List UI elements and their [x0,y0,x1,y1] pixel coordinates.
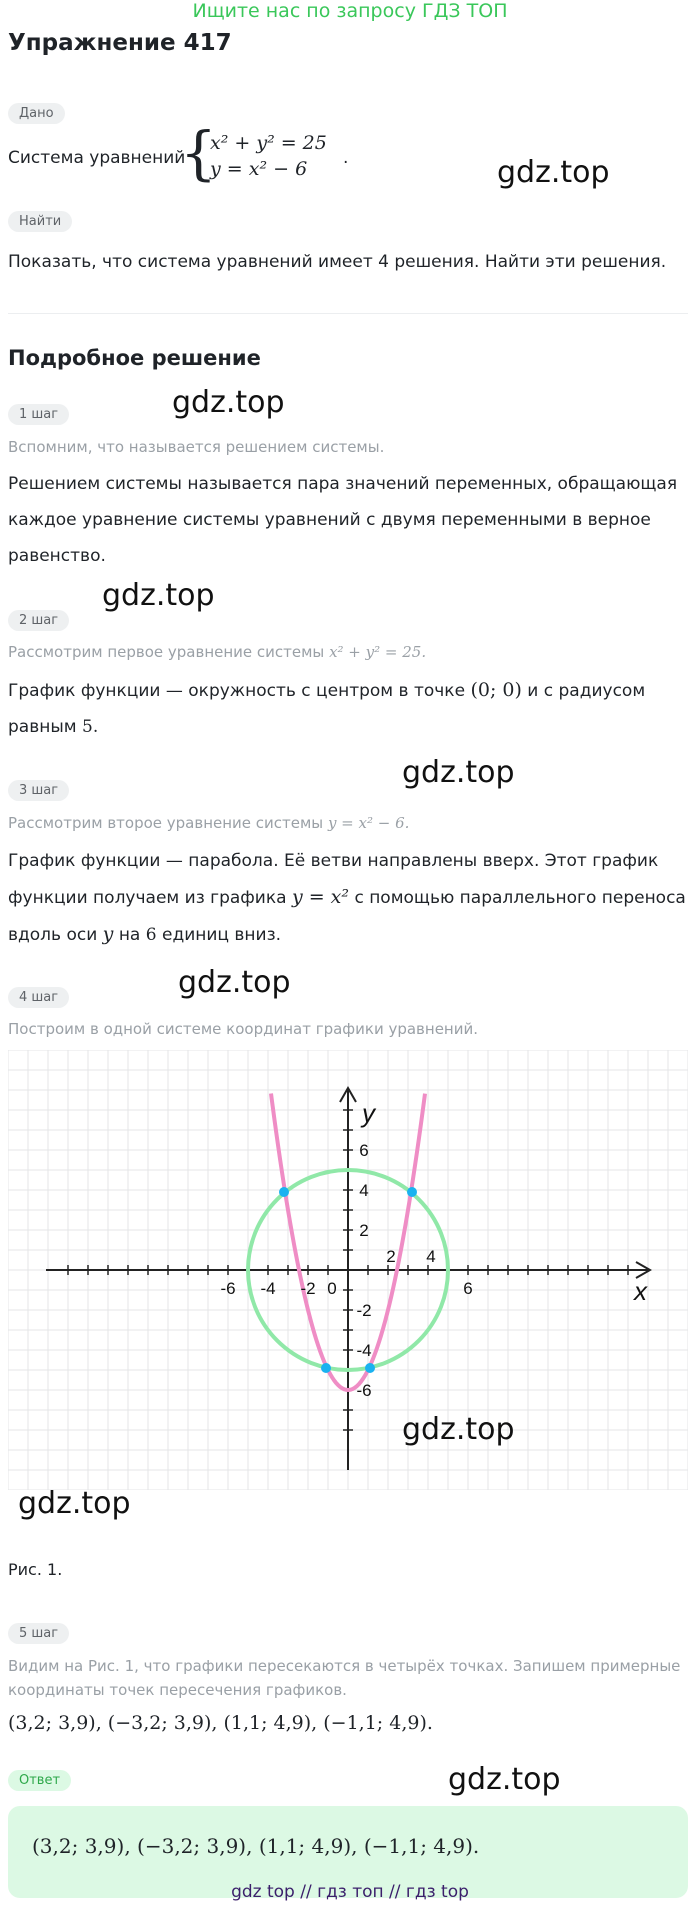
y-tick-label: 6 [359,1141,369,1160]
step-2-hint-text: Рассмотрим первое уравнение системы [8,643,325,661]
step-3-body-math: y = x² [291,886,350,908]
intersection-point [279,1187,289,1197]
find-chip: Найти [8,211,72,232]
system-label: Система уравнений [8,148,186,168]
watermark: gdz.top [18,1486,131,1521]
y-tick-label: -6 [356,1381,372,1400]
answer-chip: Ответ [8,1770,71,1791]
system-equation-1: x² + y² = 25 [210,132,327,154]
x-tick-label: -6 [220,1279,236,1298]
step-2-hint [8,640,688,664]
intersection-point [321,1363,331,1373]
x-tick-label: 4 [426,1247,436,1266]
divider [8,313,688,314]
step-2-body-text: График функции — окружность с центром в точке [8,681,466,701]
system-dot: . [343,148,349,168]
axes [46,1088,650,1470]
solution-heading: Подробное решение [8,346,261,370]
watermark: gdz.top [178,965,291,1000]
x-tick-label: 2 [386,1247,396,1266]
origin-label: 0 [327,1279,337,1298]
x-tick-label: -4 [260,1279,276,1298]
watermark: gdz.top [448,1762,561,1797]
top-banner[interactable]: Ищите нас по запросу ГДЗ ТОП [192,0,508,22]
step-5-chip: 5 шаг [8,1623,69,1644]
watermark: gdz.top [102,578,215,613]
step-3-body-text-4: единиц вниз. [162,925,282,945]
step-2-body-math: (0; 0) [470,679,522,701]
step-3-hint-math: y = x² − 6. [327,814,410,832]
step-1-chip: 1 шаг [8,404,69,425]
step-2-hint-math: x² + y² = 25. [329,643,427,661]
watermark: gdz.top [497,155,610,190]
step-1-body: Решением системы называется пара значений переменных, обращающая каждое уравнение системы уравнений с двумя переменными в верное равенство. [8,474,678,566]
system-brace: { [180,119,217,187]
x-tick-label: -2 [300,1279,316,1298]
given-chip: Дано [8,103,65,124]
figure-graph [8,1050,688,1490]
step-1-hint: Вспомним, что называется решением системы. [8,438,385,456]
page-title: Упражнение 417 [8,30,232,56]
step-3-chip: 3 шаг [8,780,69,801]
step-4-chip: 4 шаг [8,987,69,1008]
step-2-body-radius: 5. [82,717,99,737]
step-3-hint [8,811,688,835]
step-3-body [8,843,688,953]
step-3-body-text-2: с помощью параллельного переноса вдоль оси [8,888,686,945]
step-3-body-text-1: График функции — парабола. Её ветви направлены вверх. Этот график функции получаем из графика [8,851,659,908]
watermark: gdz.top [402,755,515,790]
step-2-body-text-2: и с радиусом равным [8,681,646,737]
y-axis-label: y [362,1098,375,1128]
step-2-chip: 2 шаг [8,610,69,631]
system-equation-2: y = x² − 6 [210,158,308,180]
watermark: gdz.top [402,1412,515,1447]
x-tick-label: 6 [463,1279,473,1298]
answer-text: (3,2; 3,9), (−3,2; 3,9), (1,1; 4,9), (−1,1; 4,9). [32,1834,480,1858]
step-5-hint: Видим на Рис. 1, что графики пересекаются в четырёх точках. Запишем примерные координаты точек пересечения графиков. [8,1657,681,1699]
step-3-body-axis: y [102,923,114,945]
intersection-point [407,1187,417,1197]
step-3-body-text-3: на [118,925,141,945]
y-tick-label: -2 [356,1301,372,1320]
step-5-body-math: (3,2; 3,9), (−3,2; 3,9), (1,1; 4,9), (−1,1; 4,9). [8,1712,433,1734]
step-4-hint: Построим в одной системе координат графики уравнений. [8,1020,478,1038]
watermark: gdz.top [172,385,285,420]
intersection-point [365,1363,375,1373]
bottom-links[interactable]: gdz top // гдз топ // гдз top [231,1882,469,1902]
find-text: Показать, что система уравнений имеет 4 решения. Найти эти решения. [8,252,667,272]
figure-caption: Рис. 1. [8,1560,63,1579]
step-2-body [8,672,688,745]
y-tick-label: 2 [359,1221,369,1240]
x-axis-label: x [634,1276,647,1306]
y-tick-label: -4 [356,1341,372,1360]
step-3-hint-text: Рассмотрим второе уравнение системы [8,814,324,832]
y-tick-label: 4 [359,1181,369,1200]
tick-labels [220,1098,648,1400]
step-3-body-number: 6 [145,925,157,945]
